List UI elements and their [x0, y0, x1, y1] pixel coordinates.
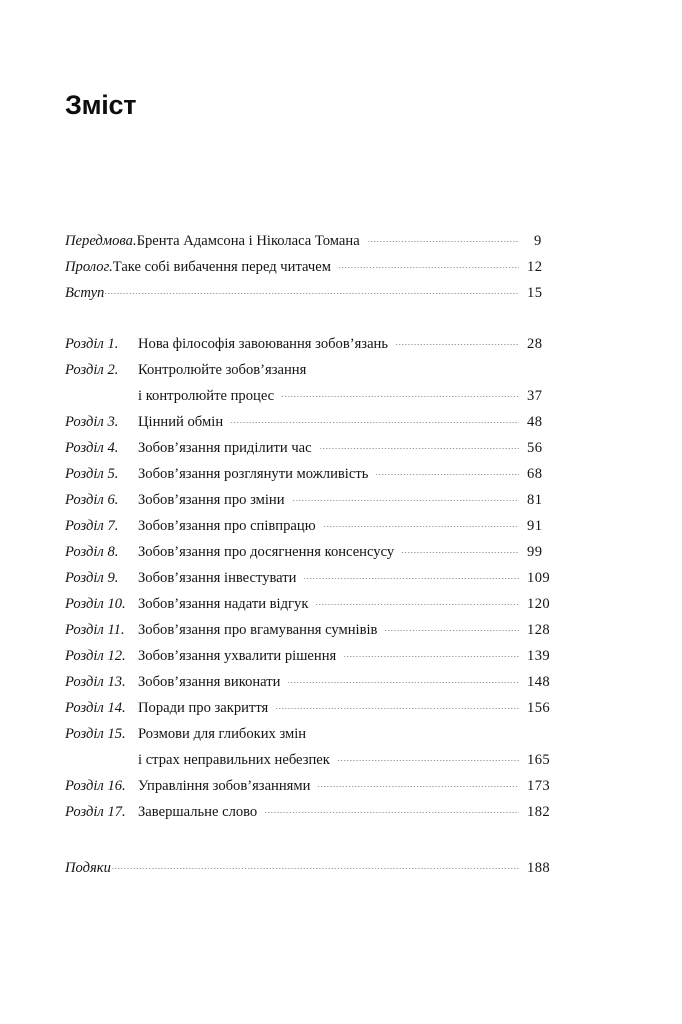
toc-entry-title: Зобов’язання надати відгук: [138, 596, 309, 612]
leader-dots: [343, 645, 519, 660]
toc-entry-label: Розділ 8.: [65, 544, 119, 560]
toc-entry-page: 68: [527, 466, 543, 482]
toc-entry-page: 56: [527, 440, 543, 456]
toc-entry-label: Розділ 13.: [65, 674, 126, 690]
front-matter-group: [65, 228, 565, 306]
leader-dots: [375, 463, 519, 478]
toc-entry[interactable]: [65, 855, 565, 881]
leader-dots: [338, 256, 519, 271]
toc-entry[interactable]: [65, 591, 565, 617]
toc-entry-page: 128: [527, 622, 551, 638]
toc-entry[interactable]: [65, 409, 565, 435]
front-matter-gap: [65, 306, 565, 331]
leader-dots: [337, 749, 519, 764]
toc-entry[interactable]: [65, 254, 565, 280]
toc-entry-label: Розділ 15.: [65, 726, 126, 742]
toc-entry-label: Пролог.: [65, 259, 113, 275]
toc-entry-page: 148: [527, 674, 551, 690]
toc-entry-page: 156: [527, 700, 551, 716]
toc-entry[interactable]: [65, 799, 565, 825]
toc-entry-page: 9: [534, 233, 542, 249]
toc-entry-label: Розділ 10.: [65, 596, 126, 612]
toc-entry[interactable]: [65, 461, 565, 487]
toc-entry-title: Таке собі вибачення перед читачем: [112, 259, 331, 275]
toc-entry[interactable]: [65, 539, 565, 565]
toc-entry-title: Цінний обмін: [138, 414, 224, 430]
leader-dots: [367, 230, 519, 245]
table-of-contents: [65, 228, 565, 881]
toc-entry-page: 12: [527, 259, 543, 275]
toc-entry-title: Контролюйте зобов’язання: [138, 362, 307, 378]
toc-entry[interactable]: [65, 435, 565, 461]
toc-entry-title-continued: і контролюйте процес: [138, 388, 275, 404]
toc-entry[interactable]: [65, 357, 565, 409]
toc-entry-page: 28: [527, 336, 543, 352]
leader-dots: [281, 385, 519, 400]
chapters-group: [65, 331, 565, 825]
toc-entry-page: 99: [527, 544, 543, 560]
toc-entry-line: [65, 721, 565, 747]
toc-entry-page: 91: [527, 518, 543, 534]
toc-entry-page: 188: [527, 860, 551, 876]
leader-dots: [230, 411, 519, 426]
toc-entry[interactable]: [65, 487, 565, 513]
toc-entry-label: Подяки: [65, 860, 111, 876]
toc-entry[interactable]: [65, 669, 565, 695]
leader-dots: [264, 801, 519, 816]
back-matter-gap: [65, 825, 565, 855]
leader-dots: [104, 282, 519, 297]
toc-entry[interactable]: [65, 773, 565, 799]
toc-entry-label: Розділ 9.: [65, 570, 119, 586]
toc-entry-line: [65, 357, 565, 383]
toc-entry-title: Зобов’язання про досягнення консенсусу: [138, 544, 395, 560]
toc-entry-title: Зобов’язання приділити час: [138, 440, 312, 456]
toc-entry-page: 182: [527, 804, 551, 820]
toc-entry-label: Розділ 6.: [65, 492, 119, 508]
toc-entry-title: Зобов’язання ухвалити рішення: [138, 648, 337, 664]
toc-entry-title: Зобов’язання розглянути можливість: [138, 466, 369, 482]
toc-entry-page: 173: [527, 778, 551, 794]
leader-dots: [315, 593, 519, 608]
toc-entry-page: 37: [527, 388, 543, 404]
toc-entry-title: Зобов’язання про співпрацю: [138, 518, 316, 534]
leader-dots: [292, 489, 519, 504]
toc-entry-page: 120: [527, 596, 551, 612]
toc-entry[interactable]: [65, 721, 565, 773]
toc-entry-label: Розділ 2.: [65, 362, 119, 378]
toc-entry-label: Розділ 16.: [65, 778, 126, 794]
toc-entry-page: 48: [527, 414, 543, 430]
leader-dots: [111, 857, 519, 872]
leader-dots: [401, 541, 519, 556]
leader-dots: [395, 333, 519, 348]
toc-entry[interactable]: [65, 331, 565, 357]
toc-entry-label: Вступ: [65, 285, 105, 301]
toc-entry[interactable]: [65, 280, 565, 306]
leader-dots: [275, 697, 519, 712]
toc-entry-page: 165: [527, 752, 551, 768]
toc-entry-label: Розділ 7.: [65, 518, 119, 534]
leader-dots: [303, 567, 519, 582]
toc-entry-title: Нова філософія завоювання зобов’язань: [138, 336, 389, 352]
back-matter-group: [65, 855, 565, 881]
leader-dots: [287, 671, 519, 686]
toc-entry-page: 109: [527, 570, 551, 586]
toc-entry[interactable]: [65, 695, 565, 721]
toc-entry-label: Розділ 1.: [65, 336, 119, 352]
toc-entry-line: [65, 747, 565, 773]
toc-entry-title: Брента Адамсона і Ніколаса Томана: [136, 233, 360, 249]
toc-entry-title: Зобов’язання виконати: [138, 674, 281, 690]
toc-entry-title: Розмови для глибоких змін: [138, 726, 307, 742]
toc-entry-label: Розділ 17.: [65, 804, 126, 820]
toc-entry-label: Розділ 5.: [65, 466, 119, 482]
toc-entry-page: 139: [527, 648, 551, 664]
leader-dots: [319, 437, 519, 452]
toc-entry-title: Зобов’язання про вгамування сумнівів: [138, 622, 378, 638]
toc-entry-title-continued: і страх неправильних небезпек: [138, 752, 330, 768]
toc-entry[interactable]: [65, 643, 565, 669]
toc-entry-title: Поради про закриття: [138, 700, 269, 716]
toc-entry[interactable]: [65, 617, 565, 643]
toc-entry[interactable]: [65, 565, 565, 591]
toc-entry-label: Розділ 3.: [65, 414, 119, 430]
toc-entry-label: Розділ 4.: [65, 440, 119, 456]
toc-entry-title: Завершальне слово: [138, 804, 258, 820]
toc-entry-label: Розділ 14.: [65, 700, 126, 716]
page-title: Зміст: [65, 90, 137, 120]
leader-dots: [317, 775, 519, 790]
leader-dots: [323, 515, 519, 530]
toc-entry-label: Розділ 12.: [65, 648, 126, 664]
toc-entry-title: Зобов’язання інвестувати: [138, 570, 297, 586]
toc-entry-page: 15: [527, 285, 543, 301]
toc-entry-label: Передмова.: [65, 233, 137, 249]
toc-entry-title: Управління зобов’язаннями: [138, 778, 311, 794]
toc-entry-page: 81: [527, 492, 543, 508]
toc-entry[interactable]: [65, 228, 565, 254]
toc-entry-title: Зобов’язання про зміни: [138, 492, 285, 508]
leader-dots: [384, 619, 519, 634]
toc-entry-label: Розділ 11.: [65, 622, 125, 638]
toc-entry-line: [65, 383, 565, 409]
toc-entry[interactable]: [65, 513, 565, 539]
